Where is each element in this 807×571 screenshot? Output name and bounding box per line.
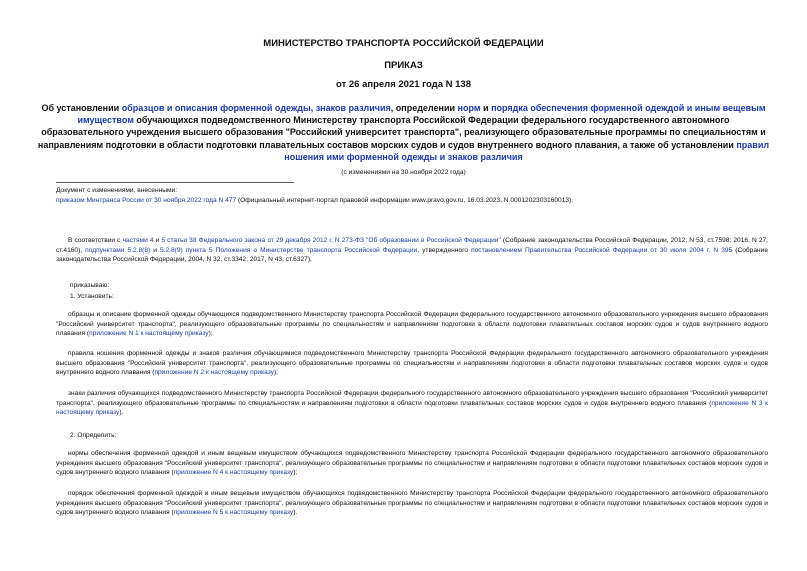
basis-text: (Собрание законодательства Российской Федерации, 2004, N 32, ст.3342; 2017, N 43, ст.6327), [56,246,768,264]
basis-link-parts[interactable]: частями 4 [122,237,154,244]
title-text: обучающихся подведомственного Министерству транспорта Российской Федерации федерального государственного автономного образовательного учреждения высшего образования "Российский университет транспорта", реализующего образовательные программы по специальностям и направлениям подготовки в области подготовки плавательных составов морских судов и судов внутреннего водного плавания, а также об установлении [37,115,766,150]
doc-changes-line [56,196,756,206]
divider [56,182,294,183]
doc-type-heading: ПРИКАЗ [384,60,423,71]
item-samples [56,310,768,339]
item-end: ); [293,469,298,477]
basis-link-subpoints[interactable]: подпунктами 5.2.8(8) [85,246,151,254]
item-text: нормы обеспечения форменной одеждой и иным вещевым имуществом обучающихся подведомственного Министерству транспорта Российской Федерации федерального государственного автономного образовательного учреждения высшего образования "Российский университет транспорта", реализующего образовательные программы по специальностям и направлениям подготовки в области подготовки плавательных составов морских судов и судов внутреннего водного плавания ( [56,450,768,477]
title-text: Об установлении [41,103,122,113]
appendix-5-link[interactable]: приложение N 5 к настоящему приказу [173,509,294,517]
item-text: порядок обеспечения форменной одеждой и иным вещевым имуществом обучающихся подведомственного Министерству транспорта Российской Федерации федерального государственного автономного образовательного учреждения высшего образования "Российский университет транспорта", реализующего образовательные программы по специальностям и направлениям подготовки в области подготовки плавательных составов морских судов и судов внутреннего водного плавания ( [56,490,768,517]
doc-changes-label: Документ с изменениями, внесенными: [56,187,178,194]
item-end: ); [273,369,278,377]
title-text: , определении [390,103,458,113]
changes-source-text: (Официальный интернет-портал правовой информации www.pravo.gov.ru, 16.03.2023, N 0001202303160013). [236,197,574,204]
title-text: и [480,103,492,113]
title-link-rules[interactable]: правил ношения ими форменной одежды и знаков различия [284,139,770,162]
item-norms [56,449,768,478]
basis-link-resolution[interactable]: постановлением Правительства Российской Федерации от 30 июля 2004 г. N 395 [471,246,733,254]
item-end: ). [119,409,124,417]
doc-title [36,102,771,163]
basis-text: и [153,237,162,244]
basis-text: и [150,246,160,254]
item-text: образцы и описание форменной одежды обучающихся подведомственного Министерству транспорта Российской Федерации федерального государственного автономного образовательного учреждения высшего образования "Российский университет транспорта", реализующего образовательные программы по специальностям и направлениям подготовки в области подготовки плавательных составов морских судов и судов внутреннего водного плавания ( [56,311,768,338]
section-1-heading: 1. Установить: [70,293,114,300]
item-rules [56,349,768,378]
appendix-4-link[interactable]: приложение N 4 к настоящему приказу [173,469,294,477]
basis-paragraph [56,236,768,265]
item-insignia [56,389,768,418]
section-2-heading: 2. Определить: [70,432,117,439]
basis-text: В соответствии с [68,237,123,244]
appendix-1-link[interactable]: приложение N 1 к настоящему приказу [89,330,209,338]
basis-link-law[interactable]: 5 статьи 38 Федерального закона от 29 декабря 2012 г. N 273-ФЗ "Об образовании в Российской Федерации" [161,237,501,244]
appendix-3-link[interactable]: приложение N 3 к настоящему приказу [56,399,768,417]
ministry-heading: МИНИСТЕРСТВО ТРАНСПОРТА РОССИЙСКОЙ ФЕДЕРАЦИИ [263,38,544,49]
basis-link-regulation[interactable]: 5.2.8(9) пункта 5 Положения о Министерстве транспорта Российской Федерации [159,246,418,254]
item-end: ); [208,330,213,338]
doc-date: от 26 апреля 2021 года N 138 [336,79,471,90]
basis-text: (Собрание законодательства Российской Федерации, 2012, N 53, ст.7598; 2016, N 27, ст.4160), [56,237,768,254]
order-word: приказываю: [70,282,110,289]
changes-note: (с изменениями на 30 ноября 2022 года) [341,169,466,176]
item-end: ). [293,509,298,517]
changes-order-link[interactable]: приказом Минтранса России от 30 ноября 2022 года N 477 [56,197,237,204]
item-procedure [56,489,768,518]
title-link-samples[interactable]: образцов и описания форменной одежды, знаков различия [121,103,391,113]
basis-text: , утвержденного [417,246,472,254]
title-link-procedure[interactable]: порядка обеспечения форменной одеждой и иным вещевым имуществом [77,103,766,126]
item-text: правила ношения форменной одежды и знаков различия обучающимися подведомственного Министерству транспорта Российской Федерации федерального государственного автономного образовательного учреждения высшего образования "Российский университет транспорта", реализующего образовательные программы по специальностям и направлениям подготовки в области подготовки плавательных составов морских судов и судов внутреннего водного плавания ( [56,350,768,377]
appendix-2-link[interactable]: приложение N 2 к настоящему приказу [154,369,274,377]
item-text: знаки различия обучающихся подведомственного Министерству транспорта Российской Федерации федерального государственного автономного образовательного учреждения высшего образования "Российский университет транспорта", реализующего образовательные программы по специальностям и направлениям подготовки в области подготовки плавательных составов морских судов и судов внутреннего водного плавания ( [56,390,768,407]
title-link-norms[interactable]: норм [457,103,481,113]
